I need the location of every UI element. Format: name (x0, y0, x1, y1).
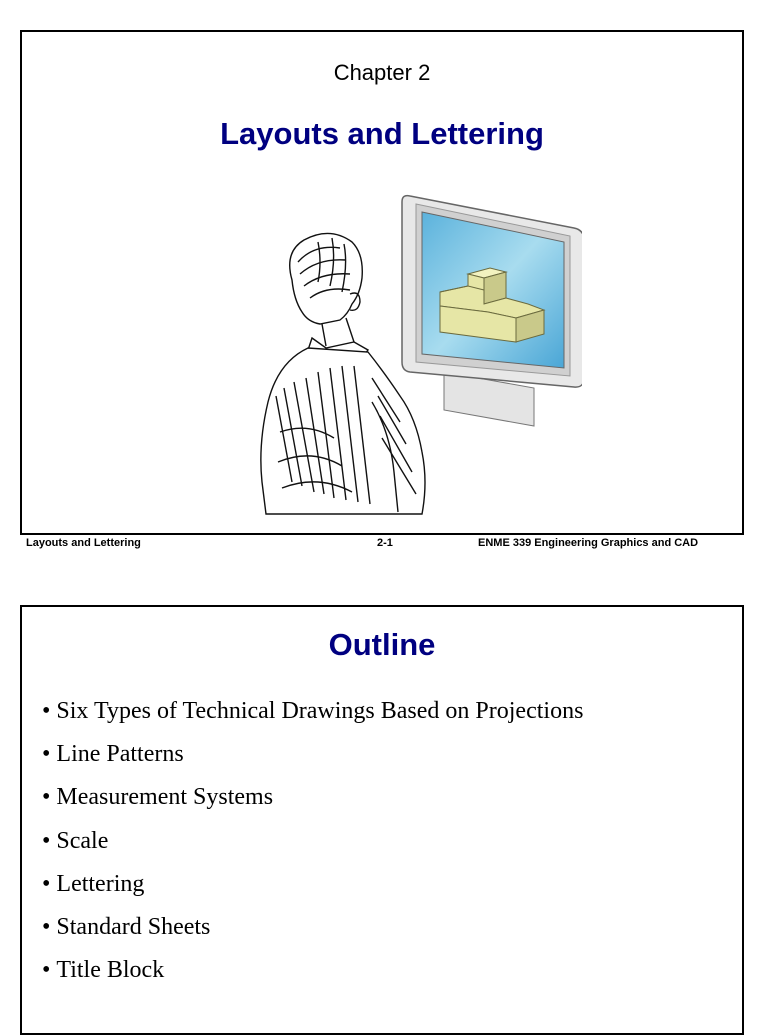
list-item-text: Standard Sheets (56, 913, 211, 940)
list-item (42, 827, 583, 870)
list-item-text: Line Patterns (56, 741, 184, 768)
bullet-icon: • (42, 698, 51, 724)
outline-list (42, 697, 583, 999)
chapter-label: Chapter 2 (333, 60, 431, 85)
person-monitor-illustration (222, 182, 582, 522)
list-item (42, 956, 583, 999)
man-figure (261, 233, 425, 514)
list-item (42, 783, 583, 826)
list-item (42, 870, 583, 913)
slide-title-heading: Layouts and Lettering (220, 116, 544, 151)
list-item (42, 740, 583, 783)
outline-title: Outline (328, 627, 436, 662)
slide-title (20, 30, 744, 535)
list-item (42, 913, 583, 956)
bullet-icon: • (42, 957, 51, 984)
footer-left: Layouts and Lettering (26, 537, 141, 549)
slide-outline (20, 605, 744, 1035)
bullet-icon: • (42, 870, 51, 897)
bullet-icon: • (42, 913, 51, 940)
list-item (42, 697, 583, 740)
footer-course: ENME 339 Engineering Graphics and CAD (478, 537, 699, 549)
footer-page-number: 2-1 (377, 537, 393, 549)
list-item-text: Six Types of Technical Drawings Based on Projections (56, 698, 584, 724)
bullet-icon: • (42, 827, 51, 854)
bullet-icon: • (42, 741, 51, 768)
list-item-text: Title Block (56, 957, 165, 984)
list-item-text: Scale (56, 827, 109, 854)
bullet-icon: • (42, 784, 51, 811)
list-item-text: Lettering (56, 870, 145, 897)
monitor (402, 196, 582, 426)
list-item-text: Measurement Systems (56, 784, 274, 811)
